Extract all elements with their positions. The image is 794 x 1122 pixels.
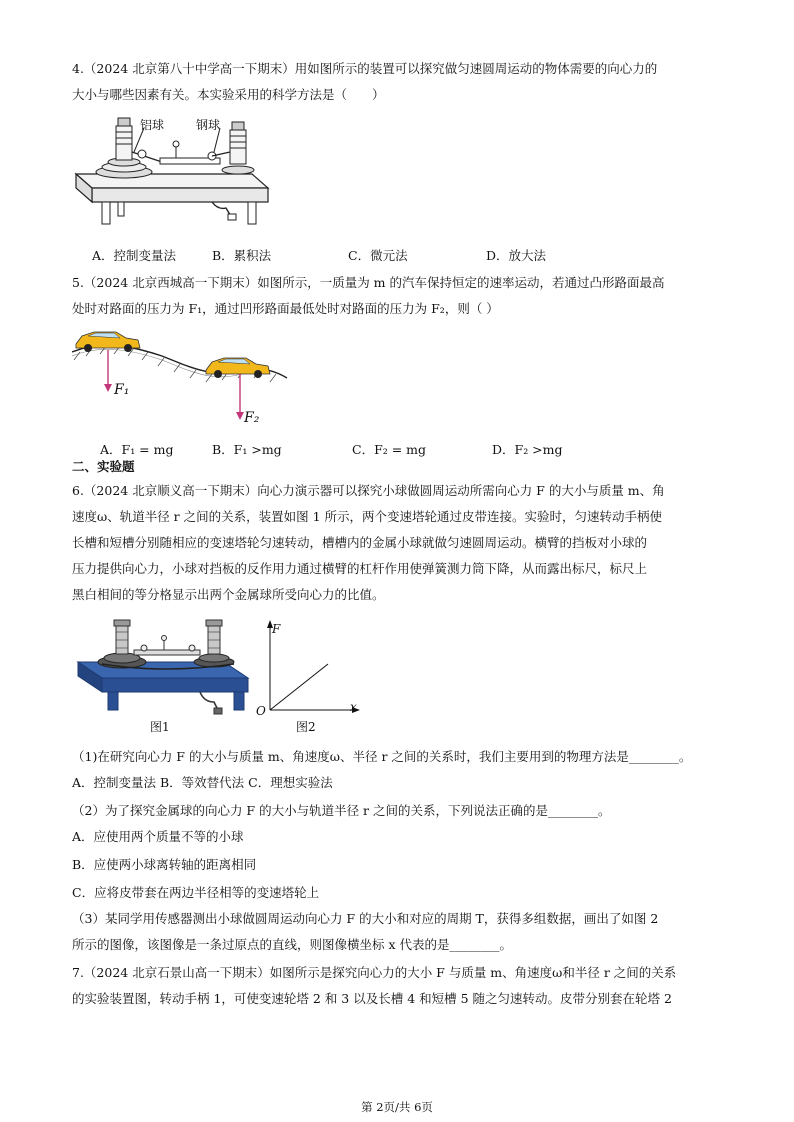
q4-option-b: B．累积法 bbox=[212, 248, 272, 263]
axis-f-label: F bbox=[272, 622, 281, 636]
q6-sub2-option-b: B．应使两小球离转轴的距离相同 bbox=[72, 857, 257, 872]
q5-option-a: A．F₁ = mg bbox=[100, 442, 174, 457]
steel-ball-label: 钢球 bbox=[196, 118, 221, 132]
q5-option-c: C．F₂ = mg bbox=[352, 442, 427, 457]
q6-sub3-line1: （3）某同学用传感器测出小球做圆周运动向心力 F 的大小和对应的周期 T，获得多组数据，画出了如图 2 bbox=[72, 911, 659, 926]
axis-origin-label: O bbox=[256, 704, 266, 718]
q6-stem-line5: 黑白相间的等分格显示出两个金属球所受向心力的比值。 bbox=[72, 587, 385, 602]
q4-option-a: A．控制变量法 bbox=[92, 248, 177, 263]
section-heading-experiment: 二、实验题 bbox=[72, 459, 135, 474]
q6-sub1: （1)在研究向心力 F 的大小与质量 m、角速度ω、半径 r 之间的关系时，我们主要用到的物理方法是________。 bbox=[72, 749, 692, 764]
q6-figure1-apparatus bbox=[74, 618, 254, 722]
q5-stem-line1: 5.（2024 北京西城高一下期末）如图所示，一质量为 m 的汽车保持恒定的速率运动，若通过凸形路面最高 bbox=[72, 275, 665, 290]
q6-sub2: （2）为了探究金属球的向心力 F 的大小与轨道半径 r 之间的关系，下列说法正确的是________。 bbox=[72, 803, 611, 818]
al-ball-label: 铝球 bbox=[140, 118, 165, 132]
q4-stem-line1: 4.（2024 北京第八十中学高一下期末）用如图所示的装置可以探究做匀速圆周运动的物体需要的向心力的 bbox=[72, 61, 658, 76]
force-f1-label: F₁ bbox=[114, 382, 130, 398]
q6-stem-line2: 速度ω、轨道半径 r 之间的关系，装置如图 1 所示，两个变速塔轮通过皮带连接。实验时，匀速转动手柄使 bbox=[72, 509, 663, 524]
q6-sub1-options: A．控制变量法 B．等效替代法 C．理想实验法 bbox=[72, 775, 333, 790]
q6-sub2-option-a: A．应使用两个质量不等的小球 bbox=[72, 829, 244, 844]
q4-option-d: D．放大法 bbox=[486, 248, 547, 263]
force-f2-label: F₂ bbox=[244, 410, 260, 426]
q5-option-b: B．F₁ >mg bbox=[212, 442, 282, 457]
q7-stem-line2: 的实验装置图，转动手柄 1，可使变速轮塔 2 和 3 以及长槽 4 和短槽 5 随之匀速转动。皮带分别套在轮塔 2 bbox=[72, 991, 672, 1006]
q5-option-d: D．F₂ >mg bbox=[492, 442, 563, 457]
q6-figure2-graph bbox=[254, 620, 364, 716]
figure2-caption: 图2 bbox=[296, 720, 316, 734]
page-footer: 第 2页/共 6页 bbox=[361, 1100, 433, 1114]
q6-stem-line4: 压力提供向心力，小球对挡板的反作用力通过横臂的杠杆作用使弹簧测力筒下降，从而露出标尺，标尺上 bbox=[72, 561, 648, 576]
q4-apparatus-figure bbox=[72, 112, 272, 230]
q6-stem-line3: 长槽和短槽分别随相应的变速塔轮匀速转动，槽槽内的金属小球就做匀速圆周运动。横臂的挡板对小球的 bbox=[72, 535, 648, 550]
q7-stem-line1: 7.（2024 北京石景山高一下期末）如图所示是探究向心力的大小 F 与质量 m、角速度ω和半径 r 之间的关系 bbox=[72, 965, 677, 980]
q6-sub2-option-c: C．应将皮带套在两边半径相等的变速塔轮上 bbox=[72, 885, 320, 900]
q4-option-c: C．微元法 bbox=[348, 248, 408, 263]
q6-stem-line1: 6.（2024 北京顺义高一下期末）向心力演示器可以探究小球做圆周运动所需向心力 F 的大小与质量 m、角 bbox=[72, 483, 665, 498]
axis-x-label: x bbox=[350, 700, 357, 714]
q4-stem-line2: 大小与哪些因素有关。本实验采用的科学方法是（ ） bbox=[72, 87, 385, 102]
q6-sub3-line2: 所示的图像，该图像是一条过原点的直线，则图像横坐标 x 代表的是________。 bbox=[72, 937, 512, 952]
q5-stem-line2: 处时对路面的压力为 F₁，通过凹形路面最低处时对路面的压力为 F₂，则（ ） bbox=[72, 301, 499, 316]
figure1-caption: 图1 bbox=[150, 720, 170, 734]
